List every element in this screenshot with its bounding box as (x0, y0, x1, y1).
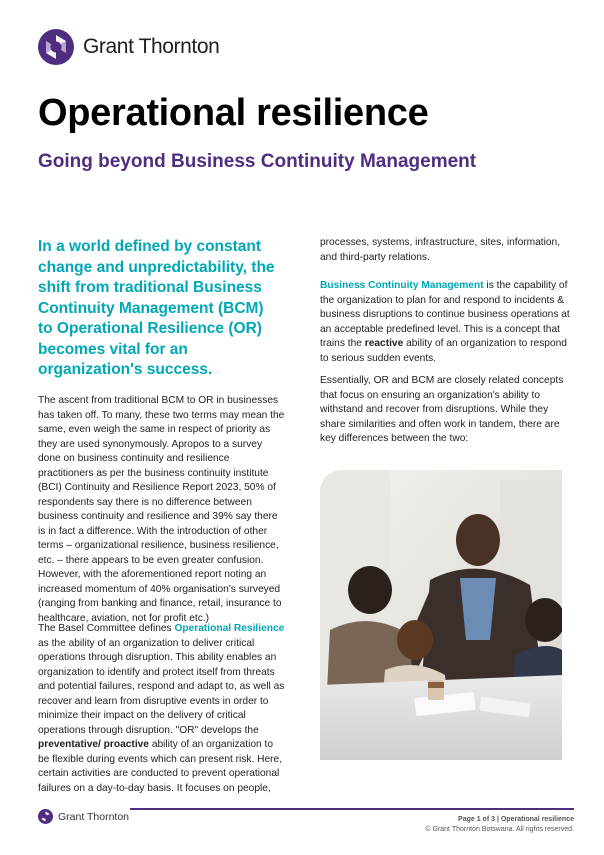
left-paragraph-1: The ascent from traditional BCM to OR in businesses has taken off. To many, these two terms may mean the same, even weigh the same in respect of priority as they are used synonymously. Apropos to a survey done on business continuity and resilience practitioners as per the business continuity institute (BCI) Continuity and Resilience Report 2023, 50% of respondents say there is no difference between business continuity and resilience and 39% say there is in fact a difference. With the introduction of other terms – organizational resilience, business resilience, etc. – there appears to be even greater confusion. However, with the aforementioned report noting an increased momentum of 40% organisation's surveyed (ranging from banking and finance, retail, insurance to healthcare, aviation, not for profit etc.) (38, 395, 285, 624)
footer-brand-name: Grant Thornton (58, 810, 130, 823)
text-segment: is the capability of the organization to plan for and respond to incidents & business disruptions to continue business operations at an acceptable predefined level. This is a concept that trains the (320, 280, 570, 349)
right-paragraph-3: Essentially, OR and BCM are closely related concepts that focus on ensuring an organization's ability to withstand and recover from disruptions. While they share similarities and often work in tandem, there are key differences between the two: (320, 375, 564, 444)
text-segment: ability of an organization to respond to serious sudden events. (320, 338, 567, 364)
bcm-term: Business Continuity Management (320, 280, 484, 291)
page-number: Page 1 of 3 | Operational resilience (458, 816, 574, 823)
brand-name: Grant Thornton (83, 35, 220, 58)
operational-resilience-term: Operational Resilience (174, 623, 285, 634)
text-segment: ability of an organization to be flexible during events which can present risk. Here, certain activities are conducted to prevent operational failures on a day-to-day basis. It focuses on people, (38, 739, 283, 794)
footer-divider (130, 808, 574, 810)
right-paragraph-1: processes, systems, infrastructure, sites, information, and third-party relations. (320, 237, 561, 263)
team-meeting-photo (320, 470, 562, 760)
text-segment: as the ability of an organization to deliver critical operations through disruption. This ability enables an organization to identify and protect itself from threats and potential failures, respond and adapt to, as well as recover and learn from disruptive events in order to minimize their impact on the delivery of critical operations through disruption. "OR" develops the (38, 637, 285, 736)
page-title: Operational resilience (38, 92, 429, 134)
page-subtitle: Going beyond Business Continuity Management (38, 151, 477, 172)
grant-thornton-logo-icon (38, 29, 74, 65)
preventative-term: preventative/ proactive (38, 739, 149, 750)
left-paragraph-2 (38, 622, 286, 796)
text-segment: The Basel Committee defines (38, 623, 175, 634)
brand-logo (38, 29, 219, 65)
right-paragraph-2 (320, 279, 576, 366)
intro-statement: In a world defined by constant change and unpredictability, the shift from traditional Business Continuity Management (BCM) to Operational Resilience (OR) becomes vital for an organization's success. (38, 238, 275, 378)
footer-brand-logo (38, 809, 129, 824)
footer-text (425, 815, 574, 835)
reactive-term: reactive (364, 338, 404, 349)
footer-logo-icon (38, 809, 53, 824)
copyright: © Grant Thornton Botswana. All rights reserved. (425, 826, 574, 833)
